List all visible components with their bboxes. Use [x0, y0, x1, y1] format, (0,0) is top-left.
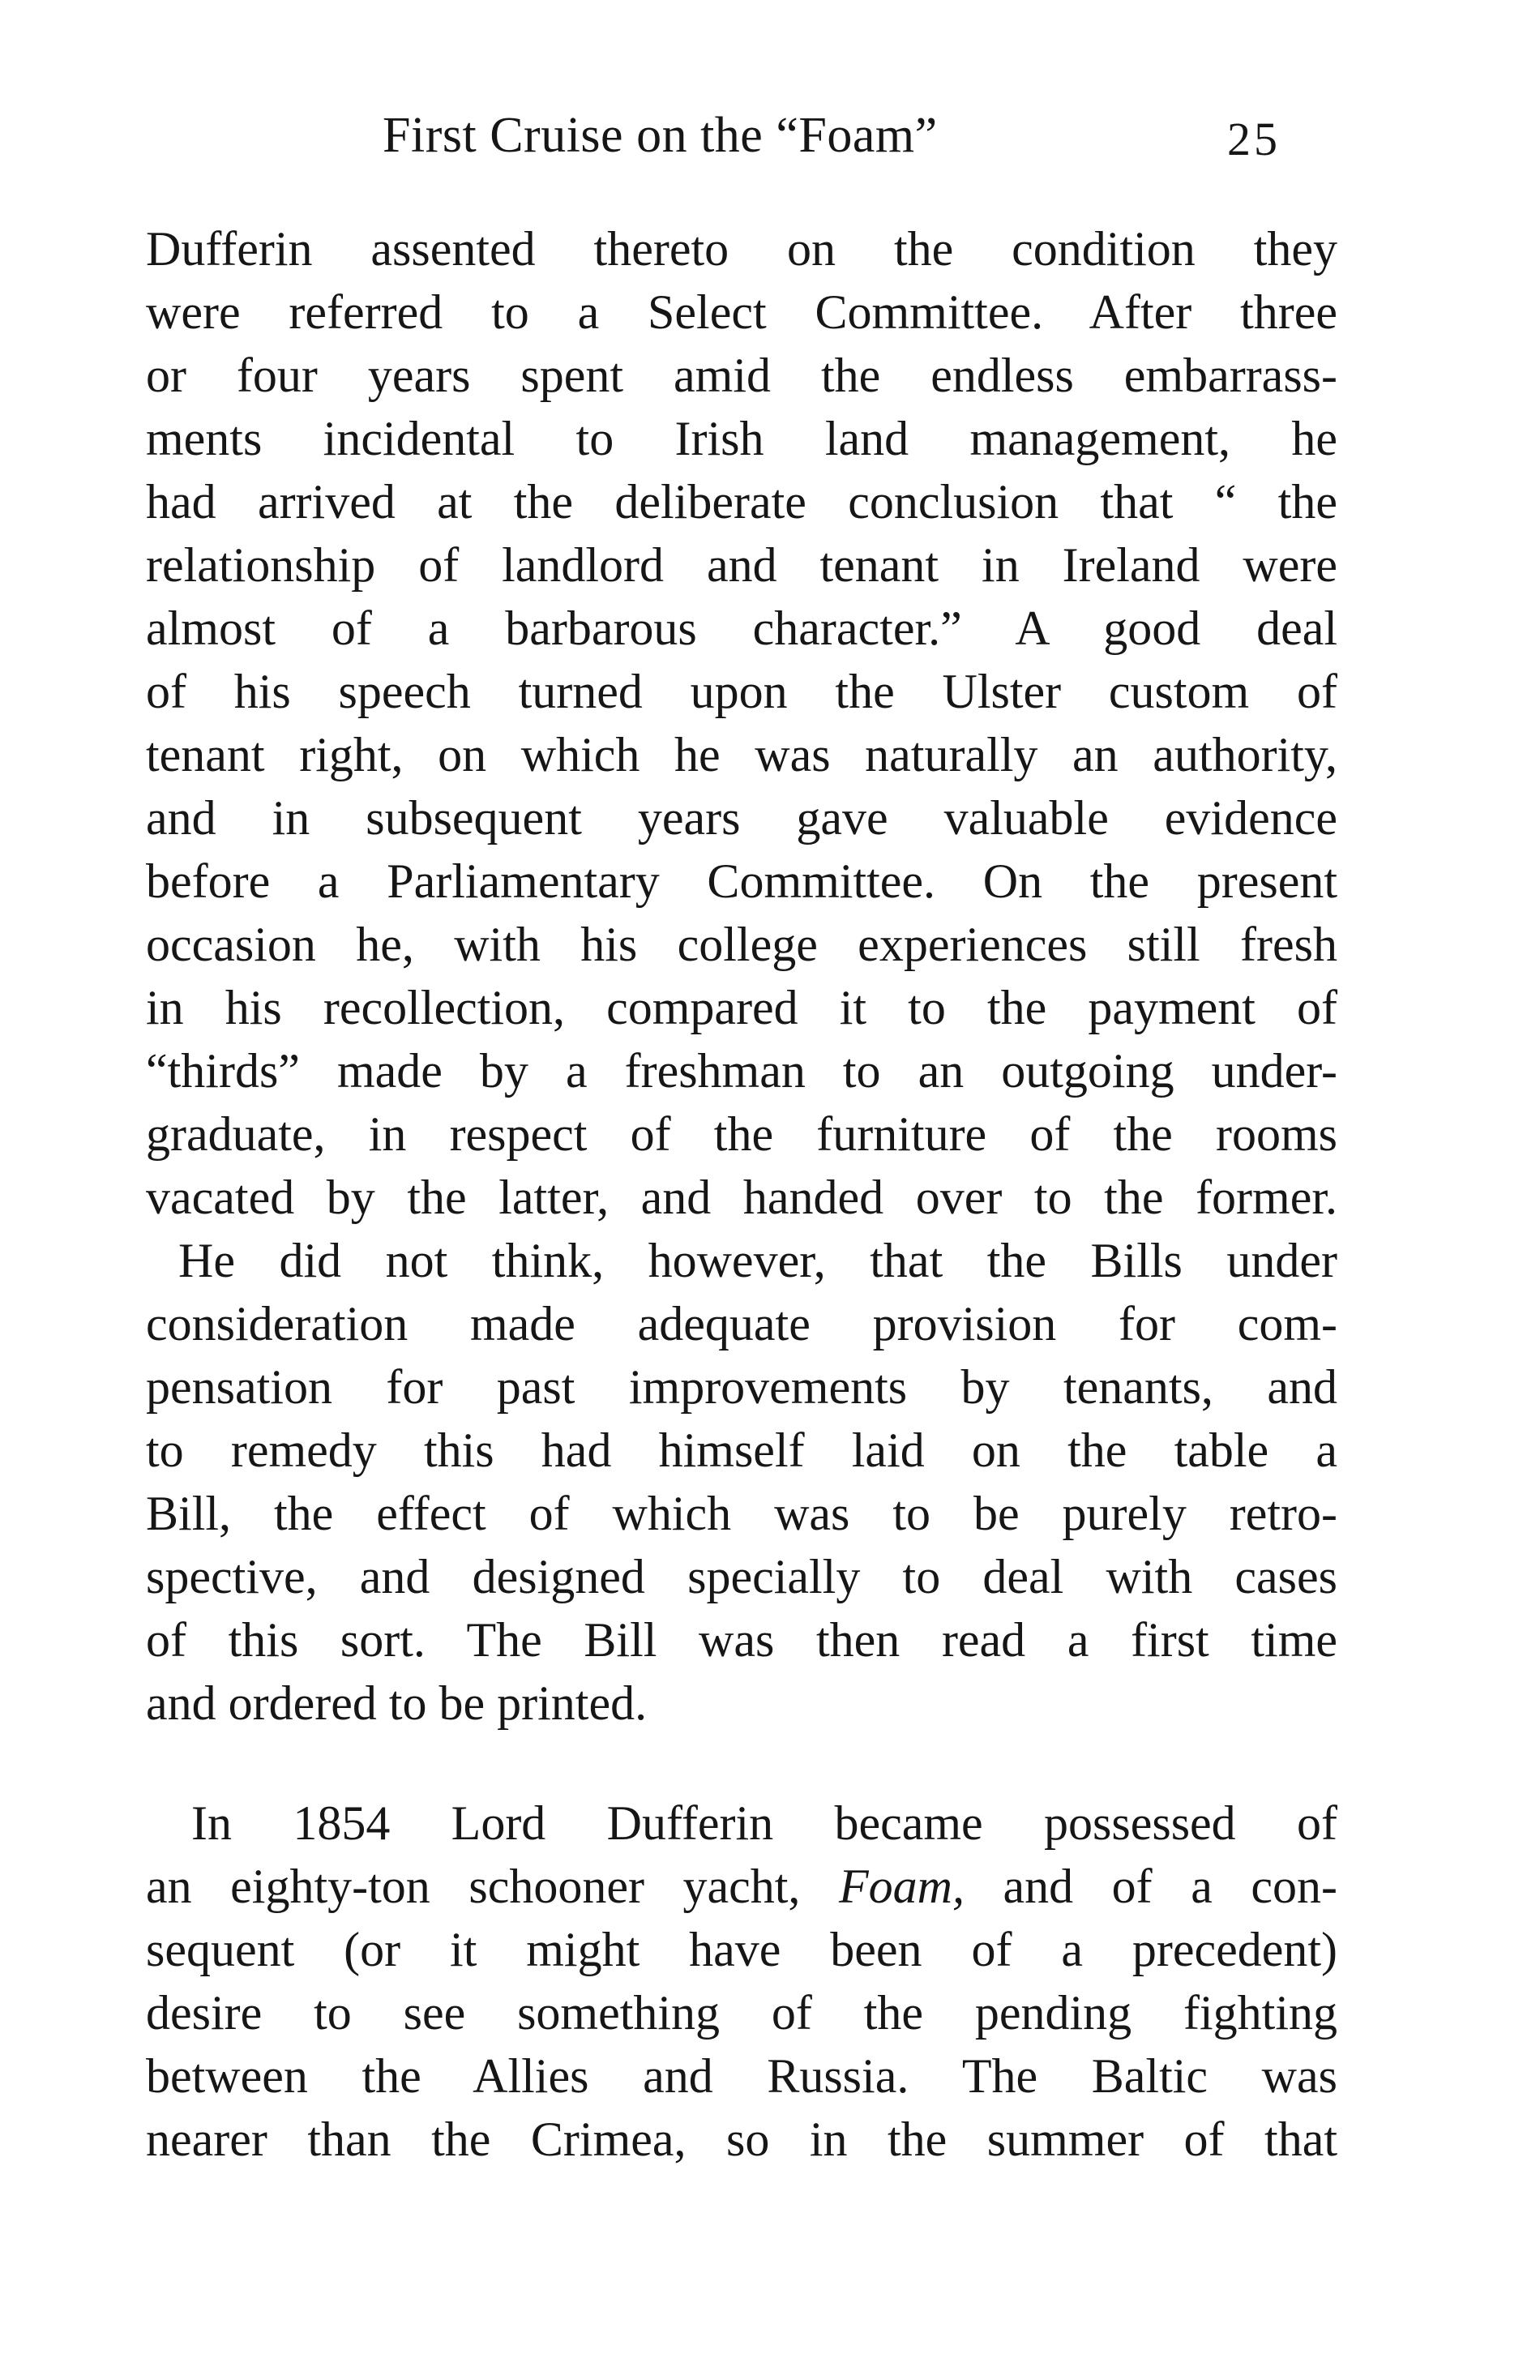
page-number: 25	[1227, 113, 1281, 165]
text-line: had arrived at the deliberate conclusion that “ the	[146, 475, 1337, 529]
text-line: He did not think, however, that the Bills under	[178, 1234, 1337, 1287]
text-line: and ordered to be printed.	[146, 1676, 648, 1730]
text-line: and in subsequent years gave valuable evidence	[146, 791, 1337, 845]
text-line: in his recollection, compared it to the payment of	[146, 981, 1337, 1034]
body-text-upper	[146, 217, 1337, 1735]
text-line: graduate, in respect of the furniture of the rooms	[146, 1107, 1337, 1161]
text-line: “thirds” made by a freshman to an outgoing under-	[146, 1044, 1337, 1098]
text-line: of his speech turned upon the Ulster custom of	[146, 665, 1337, 718]
text-line: consideration made adequate provision for com-	[146, 1297, 1337, 1351]
text-line: vacated by the latter, and handed over to the former.	[146, 1171, 1337, 1224]
text-line: occasion he, with his college experiences still fresh	[146, 918, 1337, 971]
running-title: First Cruise on the “Foam”	[383, 108, 938, 163]
text-line: or four years spent amid the endless embarrass-	[146, 349, 1337, 402]
text-line: of this sort. The Bill was then read a first time	[146, 1613, 1337, 1667]
text-line: ments incidental to Irish land management, he	[146, 412, 1337, 465]
text-line-with-italic	[146, 1855, 1337, 1918]
text-line: between the Allies and Russia. The Baltic was	[146, 2049, 1337, 2103]
text-line: tenant right, on which he was naturally an authority,	[146, 728, 1337, 781]
text-line: relationship of landlord and tenant in Ireland were	[146, 538, 1337, 592]
ship-name-italic: Foam,	[838, 1860, 965, 1913]
text-line: Dufferin assented thereto on the condition they	[146, 222, 1337, 276]
text-line: to remedy this had himself laid on the table a	[146, 1423, 1337, 1477]
text-line: Bill, the effect of which was to be purely retro-	[146, 1487, 1337, 1540]
text-fragment: an eighty-ton schooner yacht,	[146, 1860, 839, 1913]
text-line: spective, and designed specially to deal with cases	[146, 1550, 1337, 1603]
text-line: desire to see something of the pending fighting	[146, 1986, 1337, 2040]
body-text-lower	[146, 1791, 1337, 2171]
text-line: In 1854 Lord Dufferin became possessed of	[191, 1796, 1337, 1850]
text-line: almost of a barbarous character.” A good deal	[146, 601, 1337, 655]
text-line: nearer than the Crimea, so in the summer of that	[146, 2112, 1337, 2166]
running-head	[0, 107, 1540, 172]
text-line: before a Parliamentary Committee. On the present	[146, 854, 1337, 908]
text-line: pensation for past improvements by tenants, and	[146, 1360, 1337, 1414]
text-line: were referred to a Select Committee. After three	[146, 285, 1337, 339]
text-fragment: and of a con-	[964, 1860, 1337, 1913]
text-line: sequent (or it might have been of a precedent)	[146, 1923, 1337, 1976]
